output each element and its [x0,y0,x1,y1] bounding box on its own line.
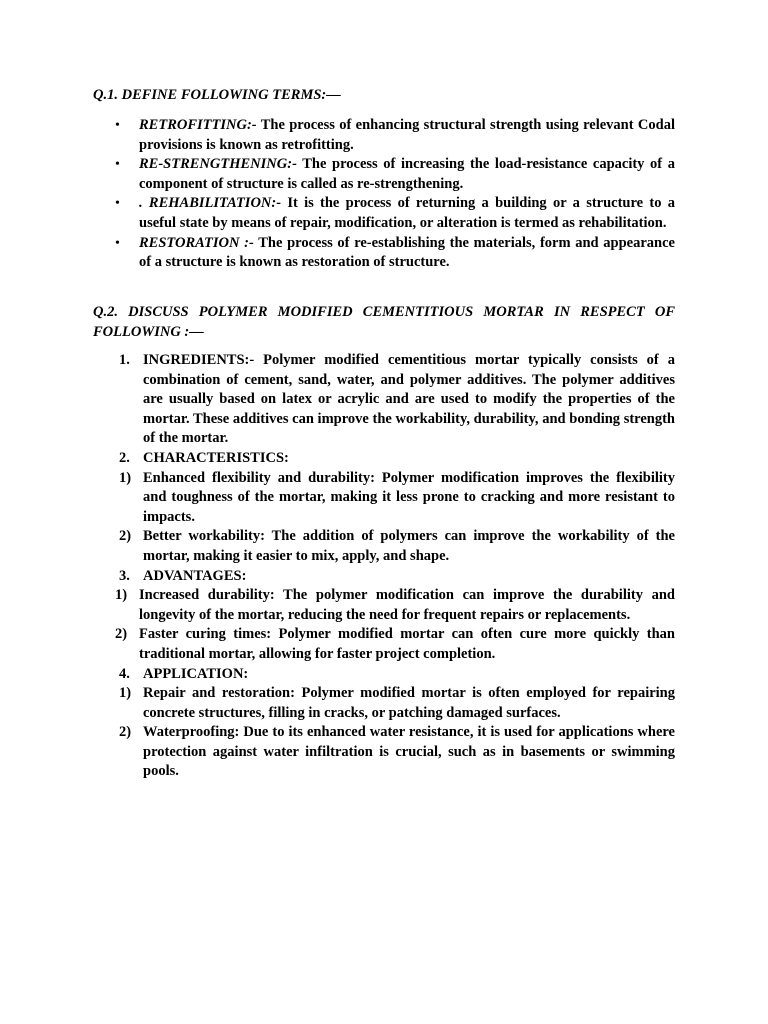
definition-restoration [115,234,675,273]
list-item-text: ADVANTAGES: [143,567,247,584]
term-definition: The process of re-establishing the materials, form and appearance of a structure is known as restoration of structure. [139,234,675,271]
list-item-workability [119,527,675,566]
list-marker: 2. [119,449,130,466]
list-item-ingredients [119,351,675,449]
list-item-text: Faster curing times: Polymer modified mortar can often cure more quickly than traditional mortar, allowing for faster project completion. [139,626,675,662]
list-item-waterproofing [119,723,675,782]
q2-answer-list [115,351,675,782]
list-marker: 2) [119,724,132,741]
term-label: RE-STRENGTHENING:- [139,156,297,173]
list-item-text: Increased durability: The polymer modification can improve the durability and longevity of the mortar, reducing the need for frequent repairs or replacements. [139,587,675,623]
term-label: RESTORATION :- [139,234,254,251]
list-item-curing [115,625,675,664]
list-item-flexibility [119,469,675,528]
term-label: RETROFITTING:- [139,117,257,133]
definition-retrofitting [115,116,675,155]
list-item-text: Waterproofing: Due to its enhanced water resistance, it is used for applications where protection against water infiltration is crucial, such as in basements or swimming pools. [143,724,675,780]
list-marker: 2) [119,528,132,545]
list-item-text: Better workability: The addition of polymers can improve the workability of the mortar, making it easier to mix, apply, and shape. [143,528,675,564]
list-item-advantages [119,567,675,587]
list-item-text: APPLICATION: [143,665,249,682]
bullet-icon: • [115,235,120,251]
list-item-text: Enhanced flexibility and durability: Polymer modification improves the flexibility and toughness of the mortar, making it less prone to cracking and more resistant to impacts. [143,469,675,525]
list-item-application [119,665,675,685]
list-item-text: CHARACTERISTICS: [143,449,289,466]
list-marker: 4. [119,665,130,682]
bullet-icon: • [115,157,120,173]
term-definition: The process of increasing the load-resistance capacity of a component of structure is called as re-strengthening. [139,156,675,192]
list-marker: 3. [119,567,130,584]
q2-heading: Q.2. DISCUSS POLYMER MODIFIED CEMENTITIOUS MORTAR IN RESPECT OF FOLLOWING :— [93,304,675,340]
list-item-characteristics [119,449,675,469]
list-marker: 1) [115,587,128,604]
list-marker: 1) [119,469,132,486]
term-definition: The process of enhancing structural strength using relevant Codal provisions is known as retrofitting. [139,117,675,153]
list-item-text: Repair and restoration: Polymer modified mortar is often employed for repairing concrete structures, filling in cracks, or patching damaged surfaces. [143,685,675,721]
list-marker: 1. [119,352,130,368]
definition-re-strengthening [115,155,675,194]
list-marker: 1) [119,685,132,702]
term-label: . REHABILITATION:- [139,195,282,212]
bullet-icon: • [115,118,120,133]
list-item-durability [115,586,675,625]
list-item-repair [119,684,675,723]
list-item-text: INGREDIENTS:- Polymer modified cementitious mortar typically consists of a combination of cement, sand, water, and polymer additives. The polymer additives are usually based on latex or acrylic and are used to modify the properties of the mortar. These additives can improve the workability, durability, and bonding strength of the mortar. [143,352,675,447]
definition-rehabilitation [115,194,675,233]
q1-heading: Q.1. DEFINE FOLLOWING TERMS:— [93,87,341,103]
bullet-icon: • [115,196,120,212]
list-marker: 2) [115,626,128,643]
term-definition: It is the process of returning a building or a structure to a useful state by means of repair, modification, or alteration is termed as rehabilitation. [139,195,675,231]
q1-definition-list [115,116,675,273]
